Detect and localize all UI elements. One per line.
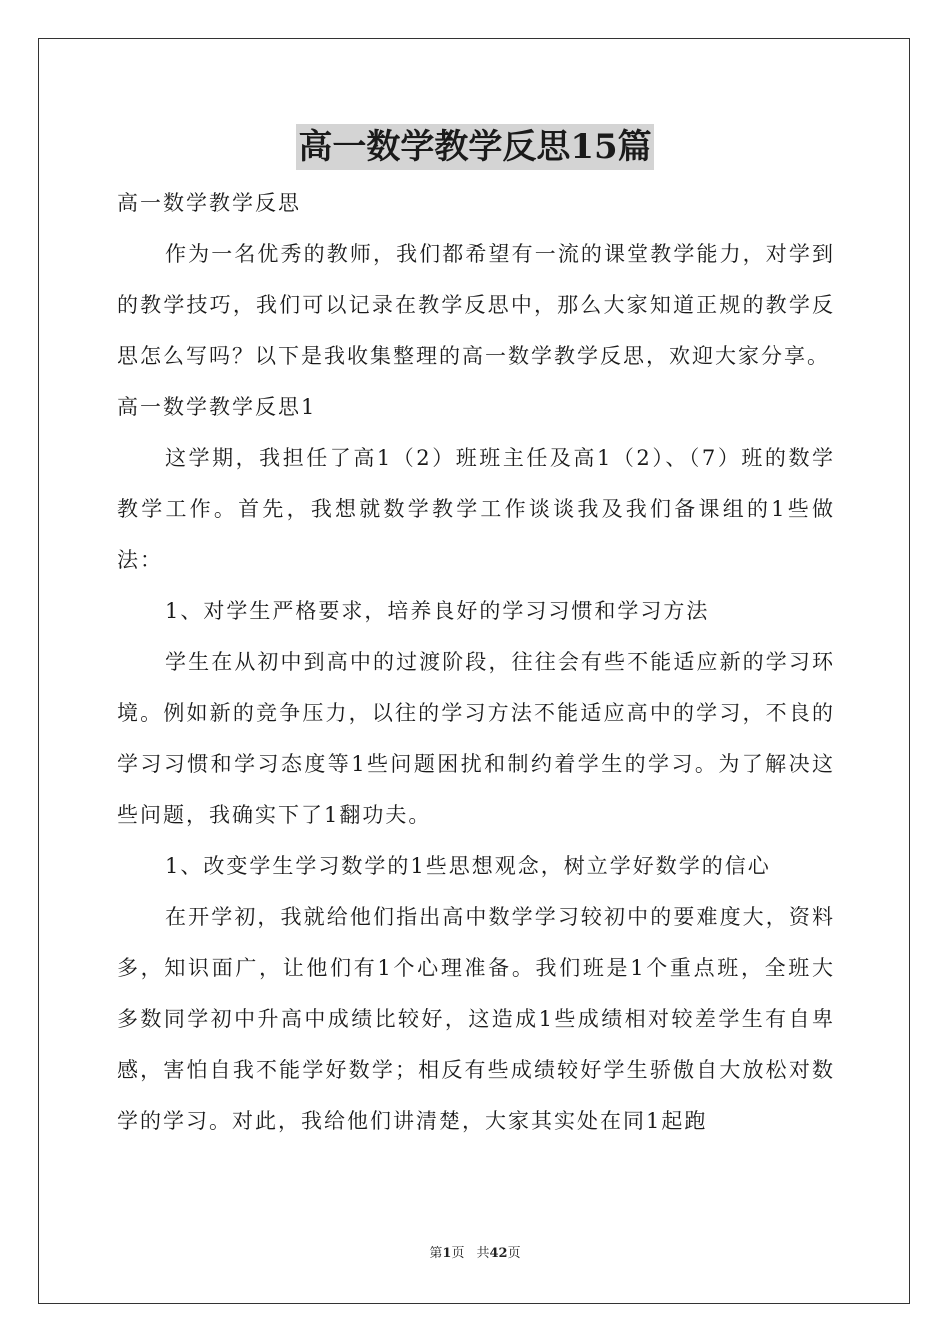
title-container <box>0 124 950 170</box>
document-body <box>117 178 835 1147</box>
page-prefix: 第 <box>429 1246 443 1261</box>
page-number: 1 <box>442 1246 452 1261</box>
body-paragraph: 1、改变学生学习数学的1些思想观念，树立学好数学的信心 <box>165 854 771 878</box>
section-heading: 高一数学教学反思1 <box>117 395 317 419</box>
total-suffix: 页 <box>507 1246 521 1261</box>
body-paragraph: 这学期，我担任了高1（2）班班主任及高1（2）、（7）班的数学教学工作。首先，我想就数学教学工作谈谈我及我们备课组的1些做法： <box>117 446 835 572</box>
page-footer <box>0 1245 950 1263</box>
body-paragraph: 在开学初，我就给他们指出高中数学学习较初中的要难度大，资料多，知识面广，让他们有1个心理准备。我们班是1个重点班，全班大多数同学初中升高中成绩比较好，这造成1些成绩相对较差学生有自卑感，害怕自我不能学好数学；相反有些成绩较好学生骄傲自大放松对数学的学习。对此，我给他们讲清楚，大家其实处在同1起跑 <box>117 905 835 1133</box>
section-heading: 高一数学教学反思 <box>117 191 301 215</box>
page-suffix: 页 <box>451 1246 465 1261</box>
body-paragraph: 作为一名优秀的教师，我们都希望有一流的课堂教学能力，对学到的教学技巧，我们可以记录在教学反思中，那么大家知道正规的教学反思怎么写吗？以下是我收集整理的高一数学教学反思，欢迎大家分享。 <box>117 242 835 368</box>
body-paragraph: 学生在从初中到高中的过渡阶段，往往会有些不能适应新的学习环境。例如新的竞争压力，以往的学习方法不能适应高中的学习，不良的学习习惯和学习态度等1些问题困扰和制约着学生的学习。为了解决这些问题，我确实下了1翻功夫。 <box>117 650 835 827</box>
body-paragraph: 1、对学生严格要求，培养良好的学习习惯和学习方法 <box>165 599 710 623</box>
document-title: 高一数学教学反思15篇 <box>296 124 653 170</box>
total-prefix: 共 <box>476 1246 490 1261</box>
total-pages: 42 <box>489 1246 508 1261</box>
